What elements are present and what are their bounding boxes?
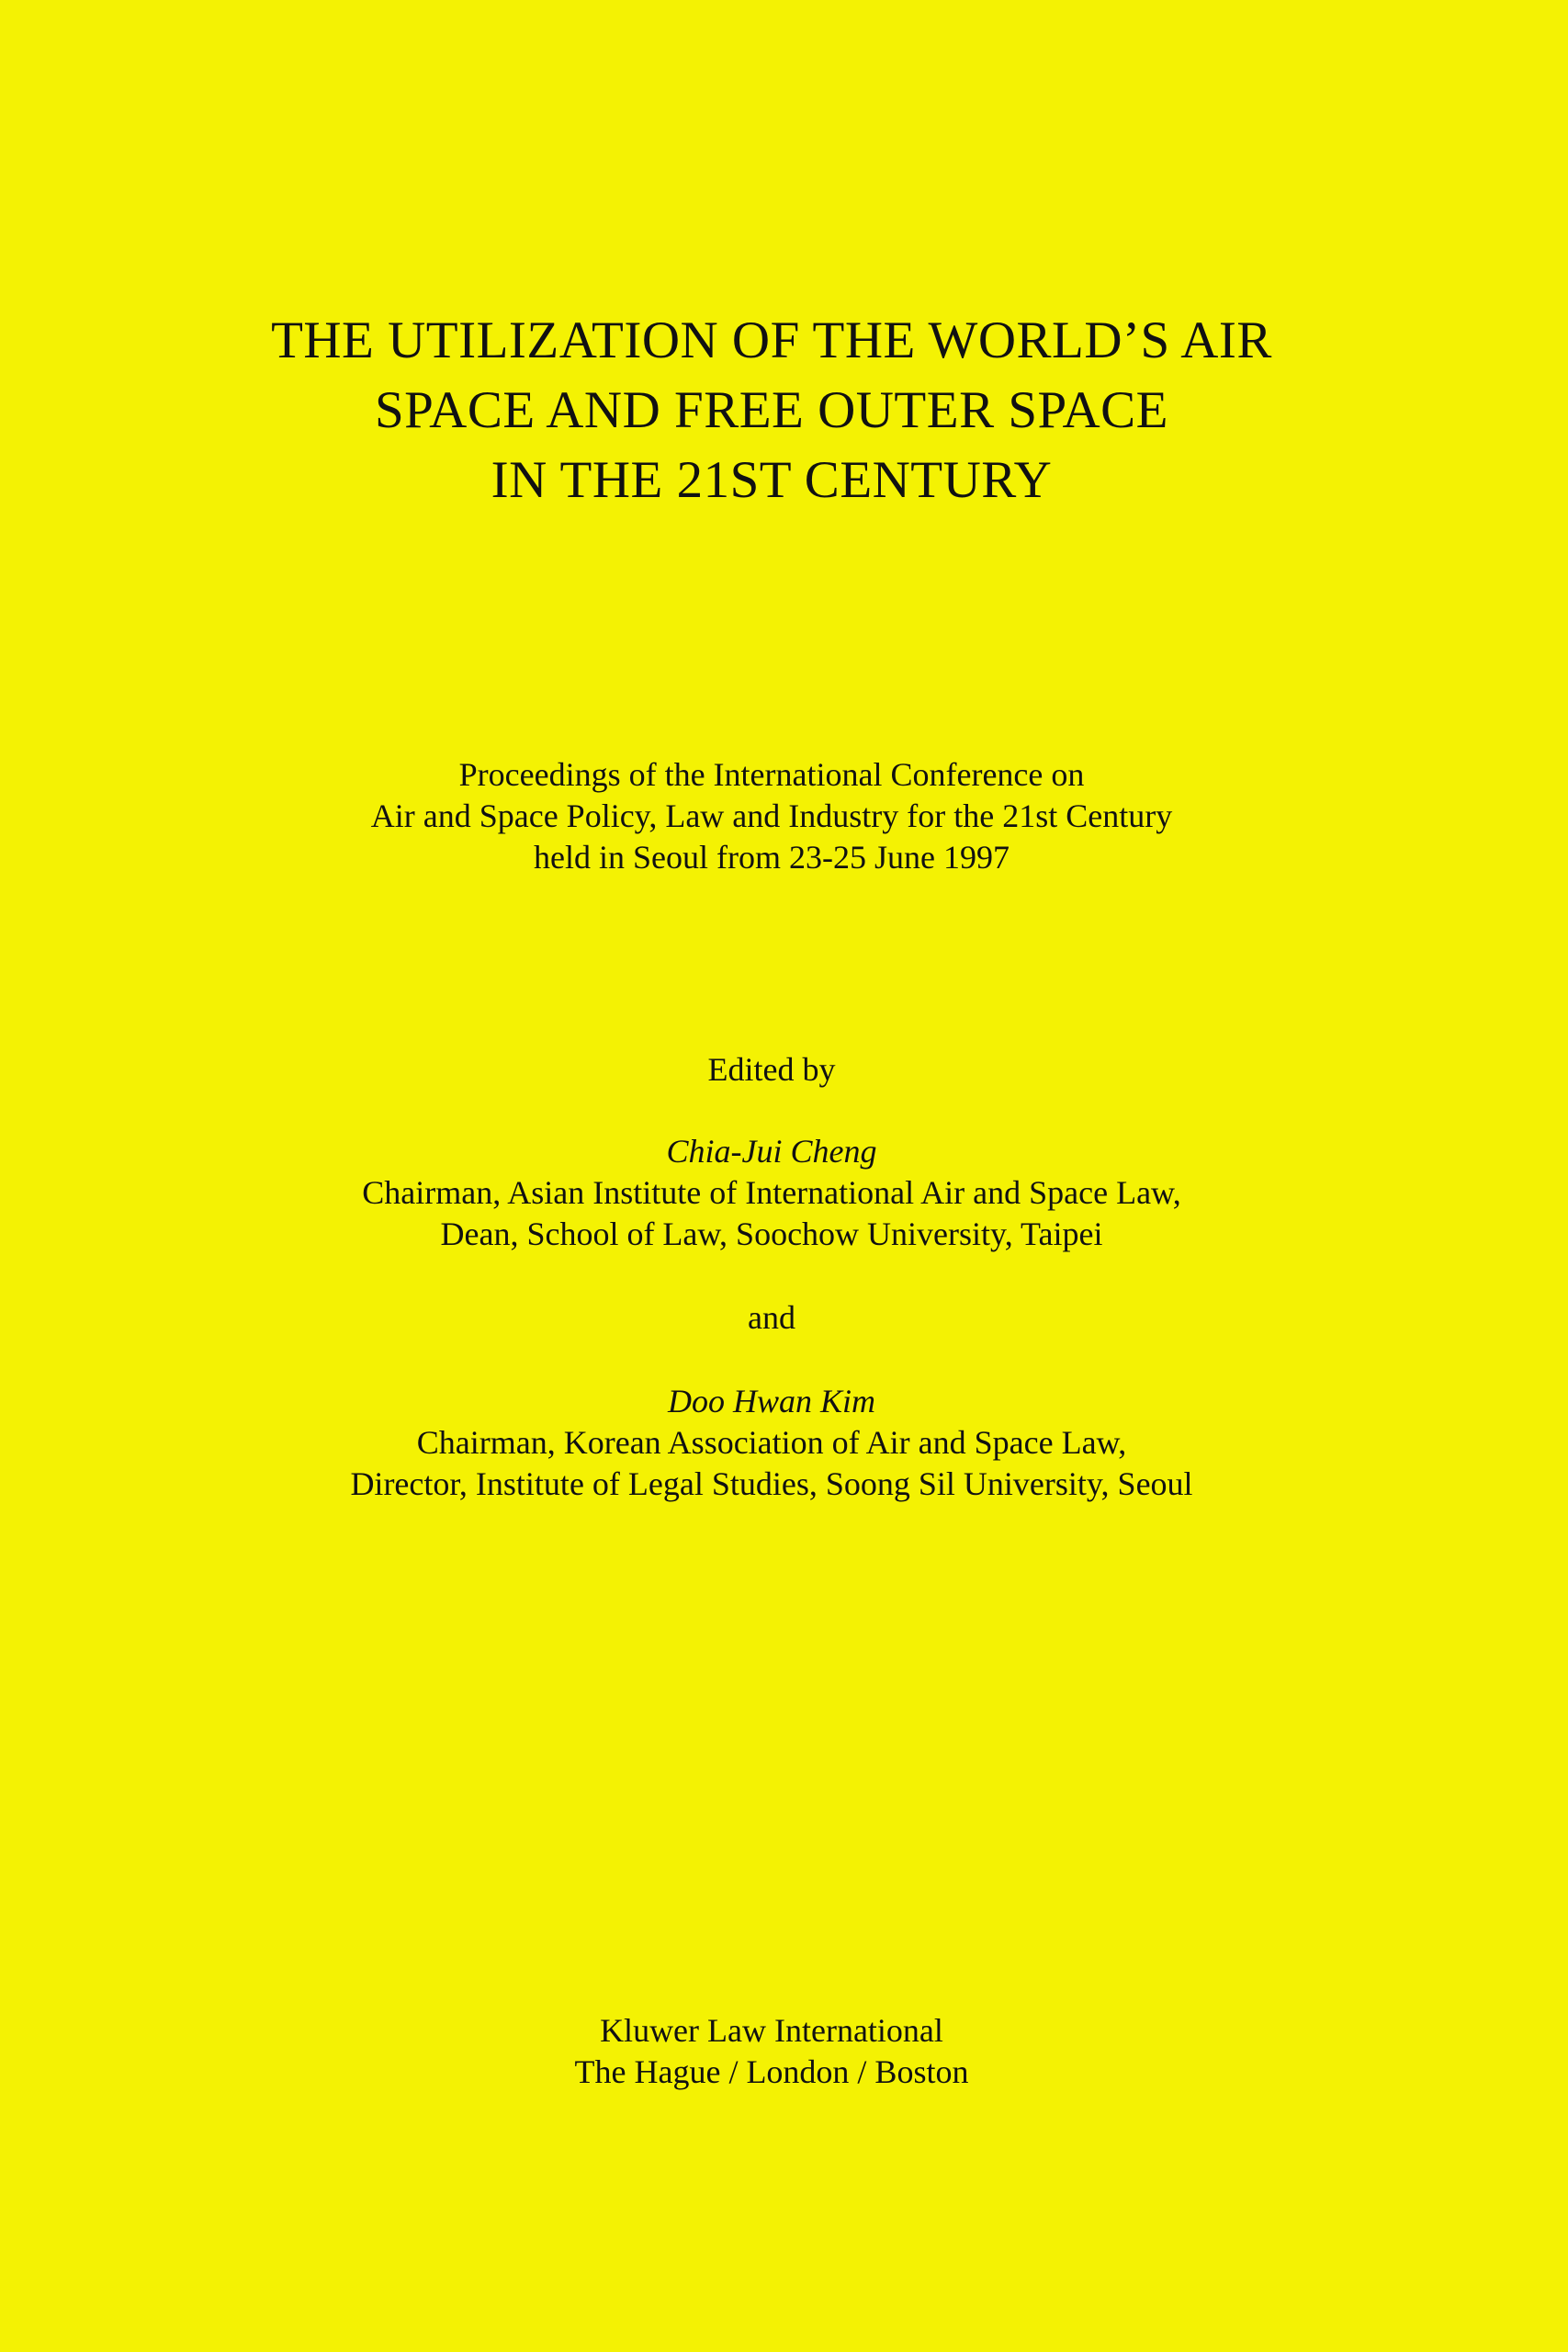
editors-conjunction: and: [748, 1299, 795, 1336]
edited-by-label: Edited by: [707, 1051, 836, 1088]
publisher-cities: The Hague / London / Boston: [574, 2053, 969, 2090]
book-title-line-2: SPACE AND FREE OUTER SPACE: [374, 381, 1169, 439]
publisher-name: Kluwer Law International: [600, 2012, 943, 2049]
proceedings-line-3: held in Seoul from 23-25 June 1997: [534, 839, 1010, 876]
proceedings-line-1: Proceedings of the International Conference on: [458, 756, 1085, 793]
proceedings-line-2: Air and Space Policy, Law and Industry for the 21st Century: [370, 797, 1173, 834]
editor-2-affiliation-2: Director, Institute of Legal Studies, Soong Sil University, Seoul: [350, 1465, 1193, 1502]
book-title-line-1: THE UTILIZATION OF THE WORLD’S AIR: [271, 311, 1272, 369]
book-title-line-3: IN THE 21ST CENTURY: [491, 451, 1053, 509]
editor-1-affiliation-2: Dean, School of Law, Soochow University, Taipei: [440, 1216, 1103, 1252]
editor-2-affiliation-1: Chairman, Korean Association of Air and Space Law,: [416, 1424, 1127, 1461]
editor-1-name: Chia-Jui Cheng: [666, 1133, 877, 1170]
editor-1-affiliation-1: Chairman, Asian Institute of International Air and Space Law,: [362, 1174, 1181, 1211]
editor-2-name: Doo Hwan Kim: [667, 1383, 876, 1419]
